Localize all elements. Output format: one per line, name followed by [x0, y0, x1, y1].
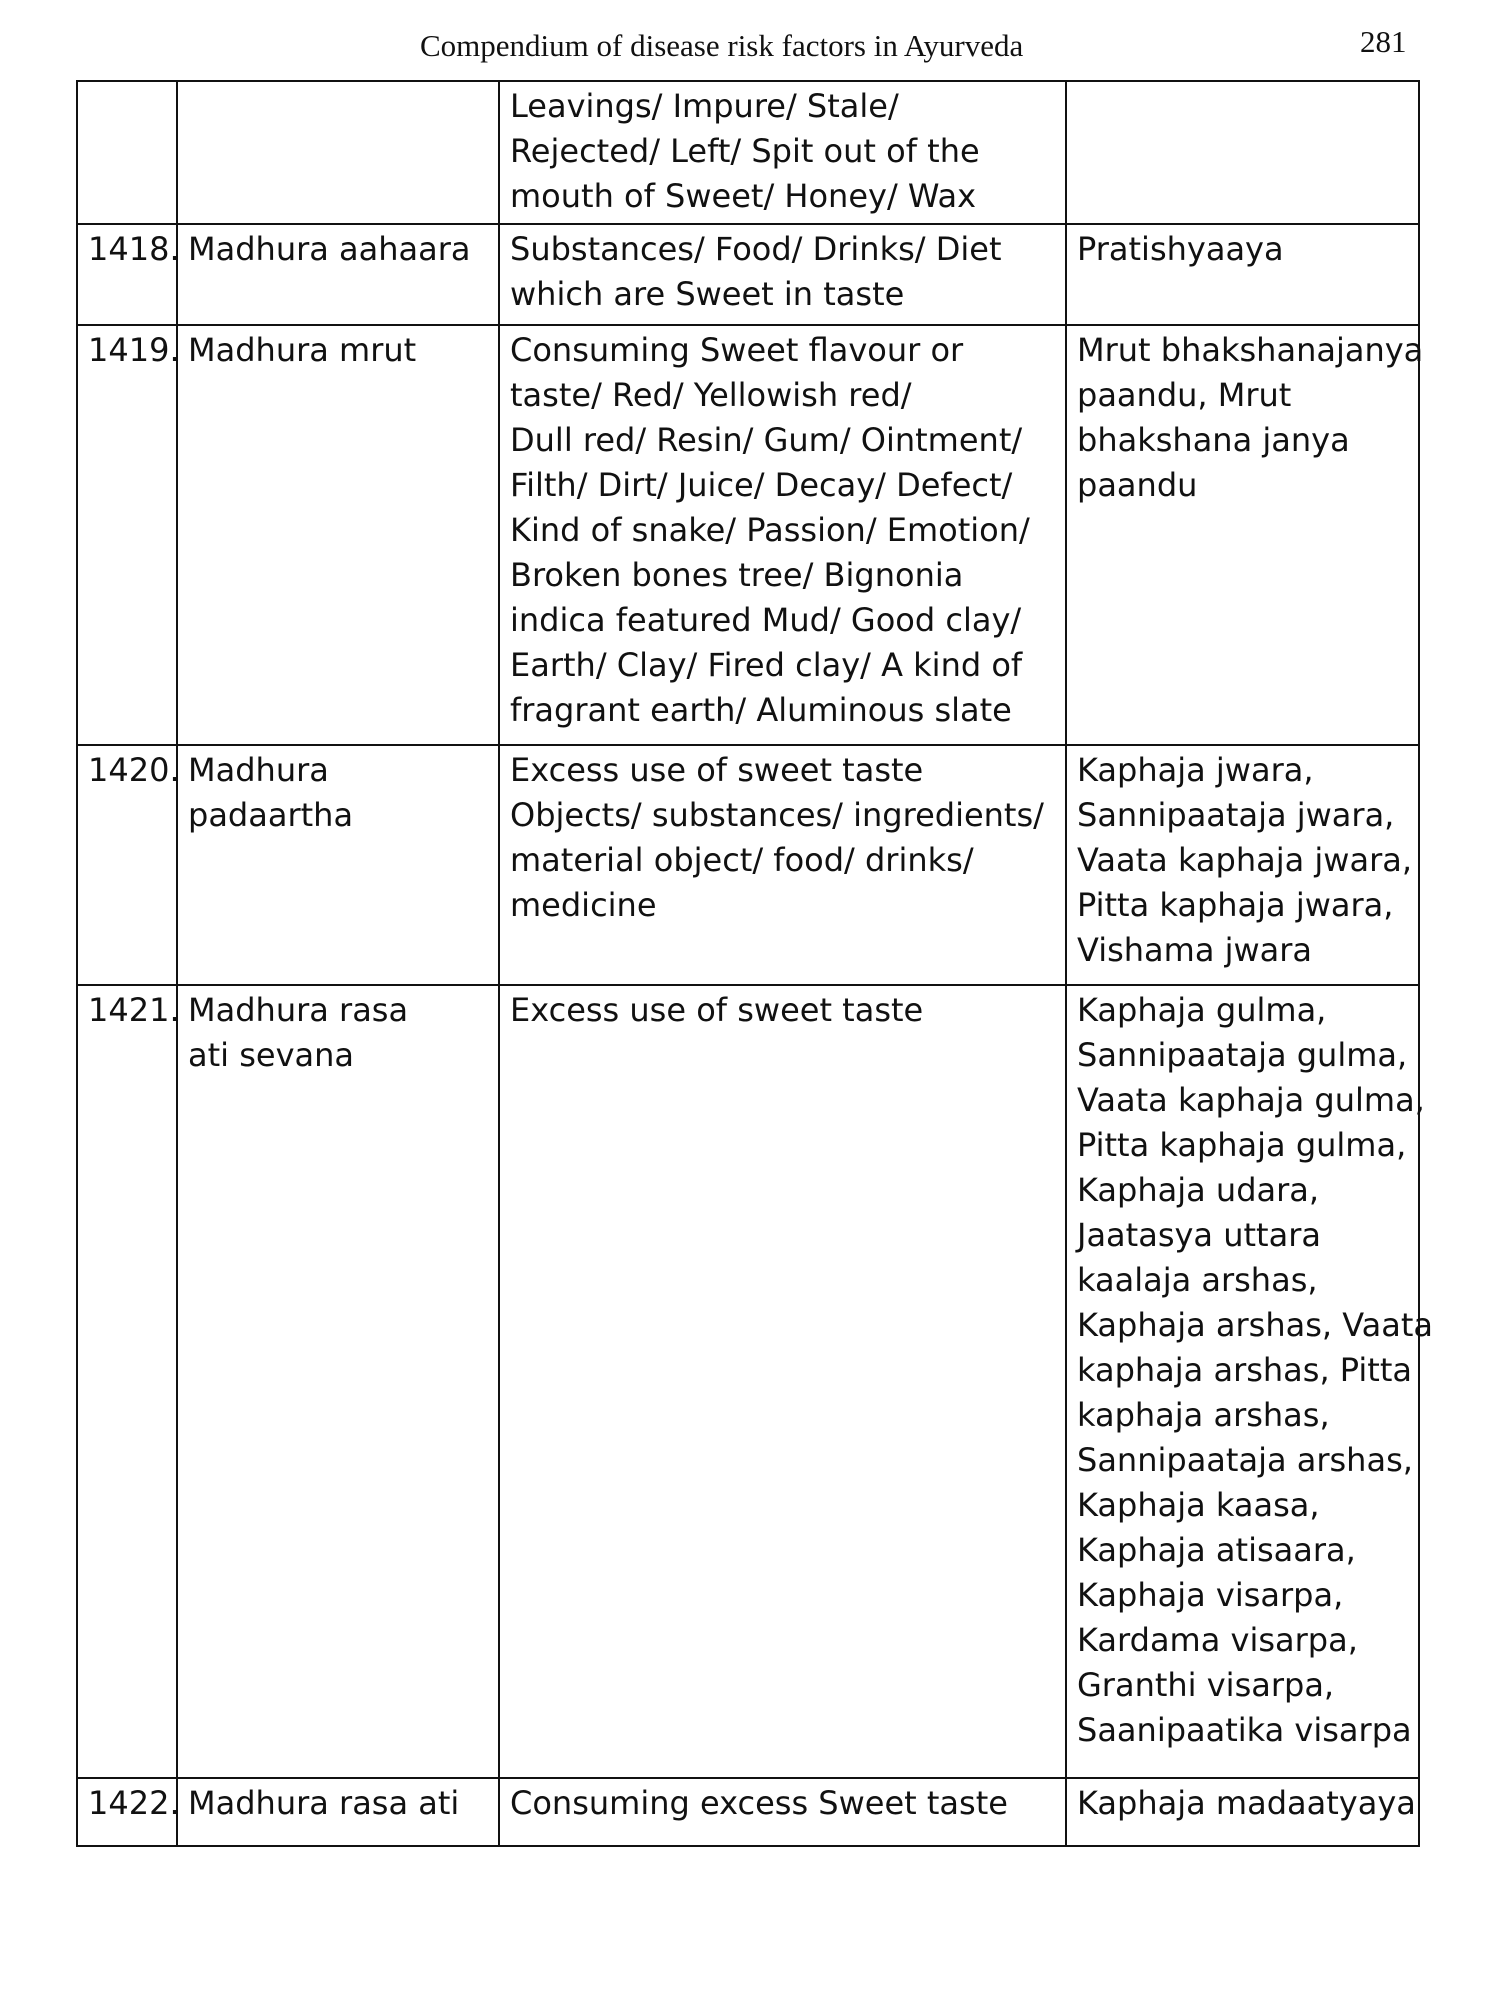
running-title: Compendium of disease risk factors in Ayurveda [420, 28, 1024, 63]
risk-factor-name: Madhura mrut [177, 325, 499, 745]
table-row [77, 81, 1419, 224]
associated-diseases: Mrut bhakshanajanya paandu, Mrut bhakshana janya paandu [1066, 325, 1419, 745]
entry-number: 1422. [77, 1778, 177, 1846]
page-header [0, 24, 1500, 74]
risk-factor-description: Leavings/ Impure/ Stale/ Rejected/ Left/ Spit out of the mouth of Sweet/ Honey/ Wax [499, 81, 1066, 224]
risk-factor-name [177, 81, 499, 224]
associated-diseases: Pratishyaaya [1066, 224, 1419, 325]
risk-factor-description: Excess use of sweet taste [499, 985, 1066, 1778]
entry-number: 1419. [77, 325, 177, 745]
risk-factor-description: Consuming Sweet flavour or taste/ Red/ Yellowish red/ Dull red/ Resin/ Gum/ Ointment/ Filth/ Dirt/ Juice/ Decay/ Defect/ Kind of snake/ Passion/ Emotion/ Broken bones tree/ Bignonia indica featured Mud/ Good clay/ Earth/ Clay/ Fired clay/ A kind of fragrant earth/ Aluminous slate [499, 325, 1066, 745]
table-row [77, 1778, 1419, 1846]
risk-factor-description: Excess use of sweet taste Objects/ substances/ ingredients/ material object/ food/ drinks/ medicine [499, 745, 1066, 985]
table-row [77, 745, 1419, 985]
associated-diseases: Kaphaja madaatyaya [1066, 1778, 1419, 1846]
risk-factor-table [76, 80, 1434, 1847]
entry-number: 1421. [77, 985, 177, 1778]
risk-factor-name: Madhura padaartha [177, 745, 499, 985]
page-number: 281 [1360, 24, 1407, 59]
table-row [77, 325, 1419, 745]
associated-diseases: Kaphaja jwara, Sannipaataja jwara, Vaata kaphaja jwara, Pitta kaphaja jwara, Vishama jwara [1066, 745, 1419, 985]
entry-number [77, 81, 177, 224]
associated-diseases: Kaphaja gulma, Sannipaataja gulma, Vaata kaphaja gulma, Pitta kaphaja gulma, Kaphaja udara, Jaatasya uttara kaalaja arshas, Kaphaja arshas, Vaata kaphaja arshas, Pitta kaphaja arshas, Sannipaataja arshas, Kaphaja kaasa, Kaphaja atisaara, Kaphaja visarpa, Kardama visarpa, Granthi visarpa, Saanipaatika visarpa [1066, 985, 1419, 1778]
risk-factor-name: Madhura rasa ati sevana [177, 985, 499, 1778]
risk-factor-name: Madhura rasa ati [177, 1778, 499, 1846]
risk-factor-description: Substances/ Food/ Drinks/ Diet which are Sweet in taste [499, 224, 1066, 325]
entry-number: 1420. [77, 745, 177, 985]
risk-factor-description: Consuming excess Sweet taste [499, 1778, 1066, 1846]
associated-diseases [1066, 81, 1419, 224]
entry-number: 1418. [77, 224, 177, 325]
table-row [77, 224, 1419, 325]
risk-factor-name: Madhura aahaara [177, 224, 499, 325]
table-row [77, 985, 1419, 1778]
